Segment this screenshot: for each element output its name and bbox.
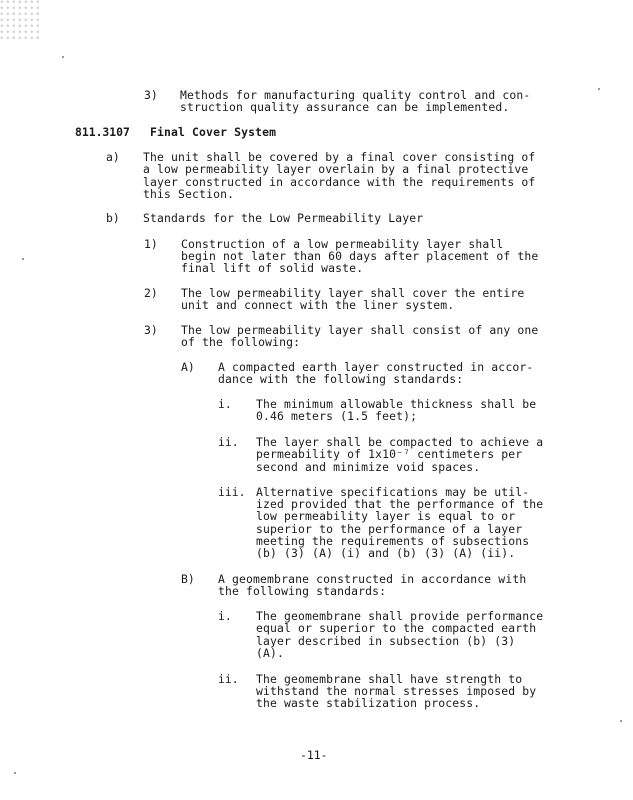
B-ii-line-2: withstand the normal stresses imposed by — [256, 684, 537, 698]
A-i-label: i. — [218, 397, 232, 411]
B-line-2: the following standards: — [218, 584, 387, 598]
A-i-line-1: The minimum allowable thickness shall be — [256, 397, 537, 411]
b3-line-2: of the following: — [181, 335, 301, 349]
B-line-1: A geomembrane constructed in accordance with — [218, 572, 527, 586]
para-a-line-3: layer constructed in accordance with the requirements of — [143, 175, 536, 189]
b1-line-3: final lift of solid waste. — [181, 261, 364, 275]
b3-line-1: The low permeability layer shall consist of any one — [181, 323, 539, 337]
b3-label: 3) — [144, 323, 158, 337]
item-3-line-1: Methods for manufacturing quality control and con- — [180, 88, 531, 102]
A-ii-line-2: permeability of 1x10⁻⁷ centimeters per — [256, 447, 523, 461]
B-i-line-1: The geomembrane shall provide performance — [256, 609, 544, 623]
A-ii-line-1: The layer shall be compacted to achieve a — [256, 435, 544, 449]
scan-speck — [62, 56, 64, 58]
b1-line-1: Construction of a low permeability layer shall — [181, 237, 504, 251]
scan-speck — [598, 88, 600, 90]
para-a-line-2: a low permeability layer overlain by a final protective — [143, 162, 529, 176]
para-b-label: b) — [106, 211, 120, 225]
b1-line-2: begin not later than 60 days after placement of the — [181, 249, 539, 263]
b2-line-1: The low permeability layer shall cover the entire — [181, 286, 525, 300]
A-iii-label: iii. — [218, 485, 246, 499]
B-i-line-2: equal or superior to the compacted earth — [256, 621, 537, 635]
para-a-label: a) — [106, 150, 120, 164]
A-iii-line-3: low permeability layer is equal to or — [256, 509, 516, 523]
B-i-line-3: layer described in subsection (b) (3) — [256, 634, 516, 648]
scan-noise — [0, 0, 40, 40]
A-line-1: A compacted earth layer constructed in accor- — [218, 360, 534, 374]
b2-label: 2) — [144, 286, 158, 300]
A-iii-line-2: ized provided that the performance of the — [256, 497, 544, 511]
para-b-heading: Standards for the Low Permeability Layer — [143, 211, 424, 225]
item-3-line-2: struction quality assurance can be implemented. — [180, 100, 510, 114]
scan-speck — [14, 772, 16, 774]
B-label: B) — [181, 572, 195, 586]
page-number: -11- — [300, 748, 328, 762]
A-iii-line-1: Alternative specifications may be util- — [256, 485, 530, 499]
section-number: 811.3107 — [75, 125, 130, 139]
scan-speck — [22, 258, 24, 260]
scan-speck — [620, 720, 622, 722]
A-label: A) — [181, 360, 195, 374]
A-iii-line-4: superior to the performance of a layer — [256, 522, 523, 536]
b1-label: 1) — [144, 237, 158, 251]
section-title: Final Cover System — [150, 125, 277, 139]
A-iii-line-5: meeting the requirements of subsections — [256, 534, 530, 548]
para-a-line-4: this Section. — [143, 187, 235, 201]
item-3-label: 3) — [144, 88, 158, 102]
A-line-2: dance with the following standards: — [218, 372, 464, 386]
B-ii-line-3: the waste stabilization process. — [256, 696, 481, 710]
B-i-line-4: (A). — [256, 646, 285, 660]
A-i-line-2: 0.46 meters (1.5 feet); — [256, 409, 418, 423]
A-iii-line-6: (b) (3) (A) (i) and (b) (3) (A) (ii). — [256, 546, 516, 560]
b2-line-2: unit and connect with the liner system. — [181, 298, 455, 312]
B-ii-line-1: The geomembrane shall have strength to — [256, 672, 523, 686]
para-a-line-1: The unit shall be covered by a final cover consisting of — [143, 150, 536, 164]
B-i-label: i. — [218, 609, 232, 623]
A-ii-label: ii. — [218, 435, 239, 449]
A-ii-line-3: second and minimize void spaces. — [256, 460, 481, 474]
B-ii-label: ii. — [218, 672, 239, 686]
